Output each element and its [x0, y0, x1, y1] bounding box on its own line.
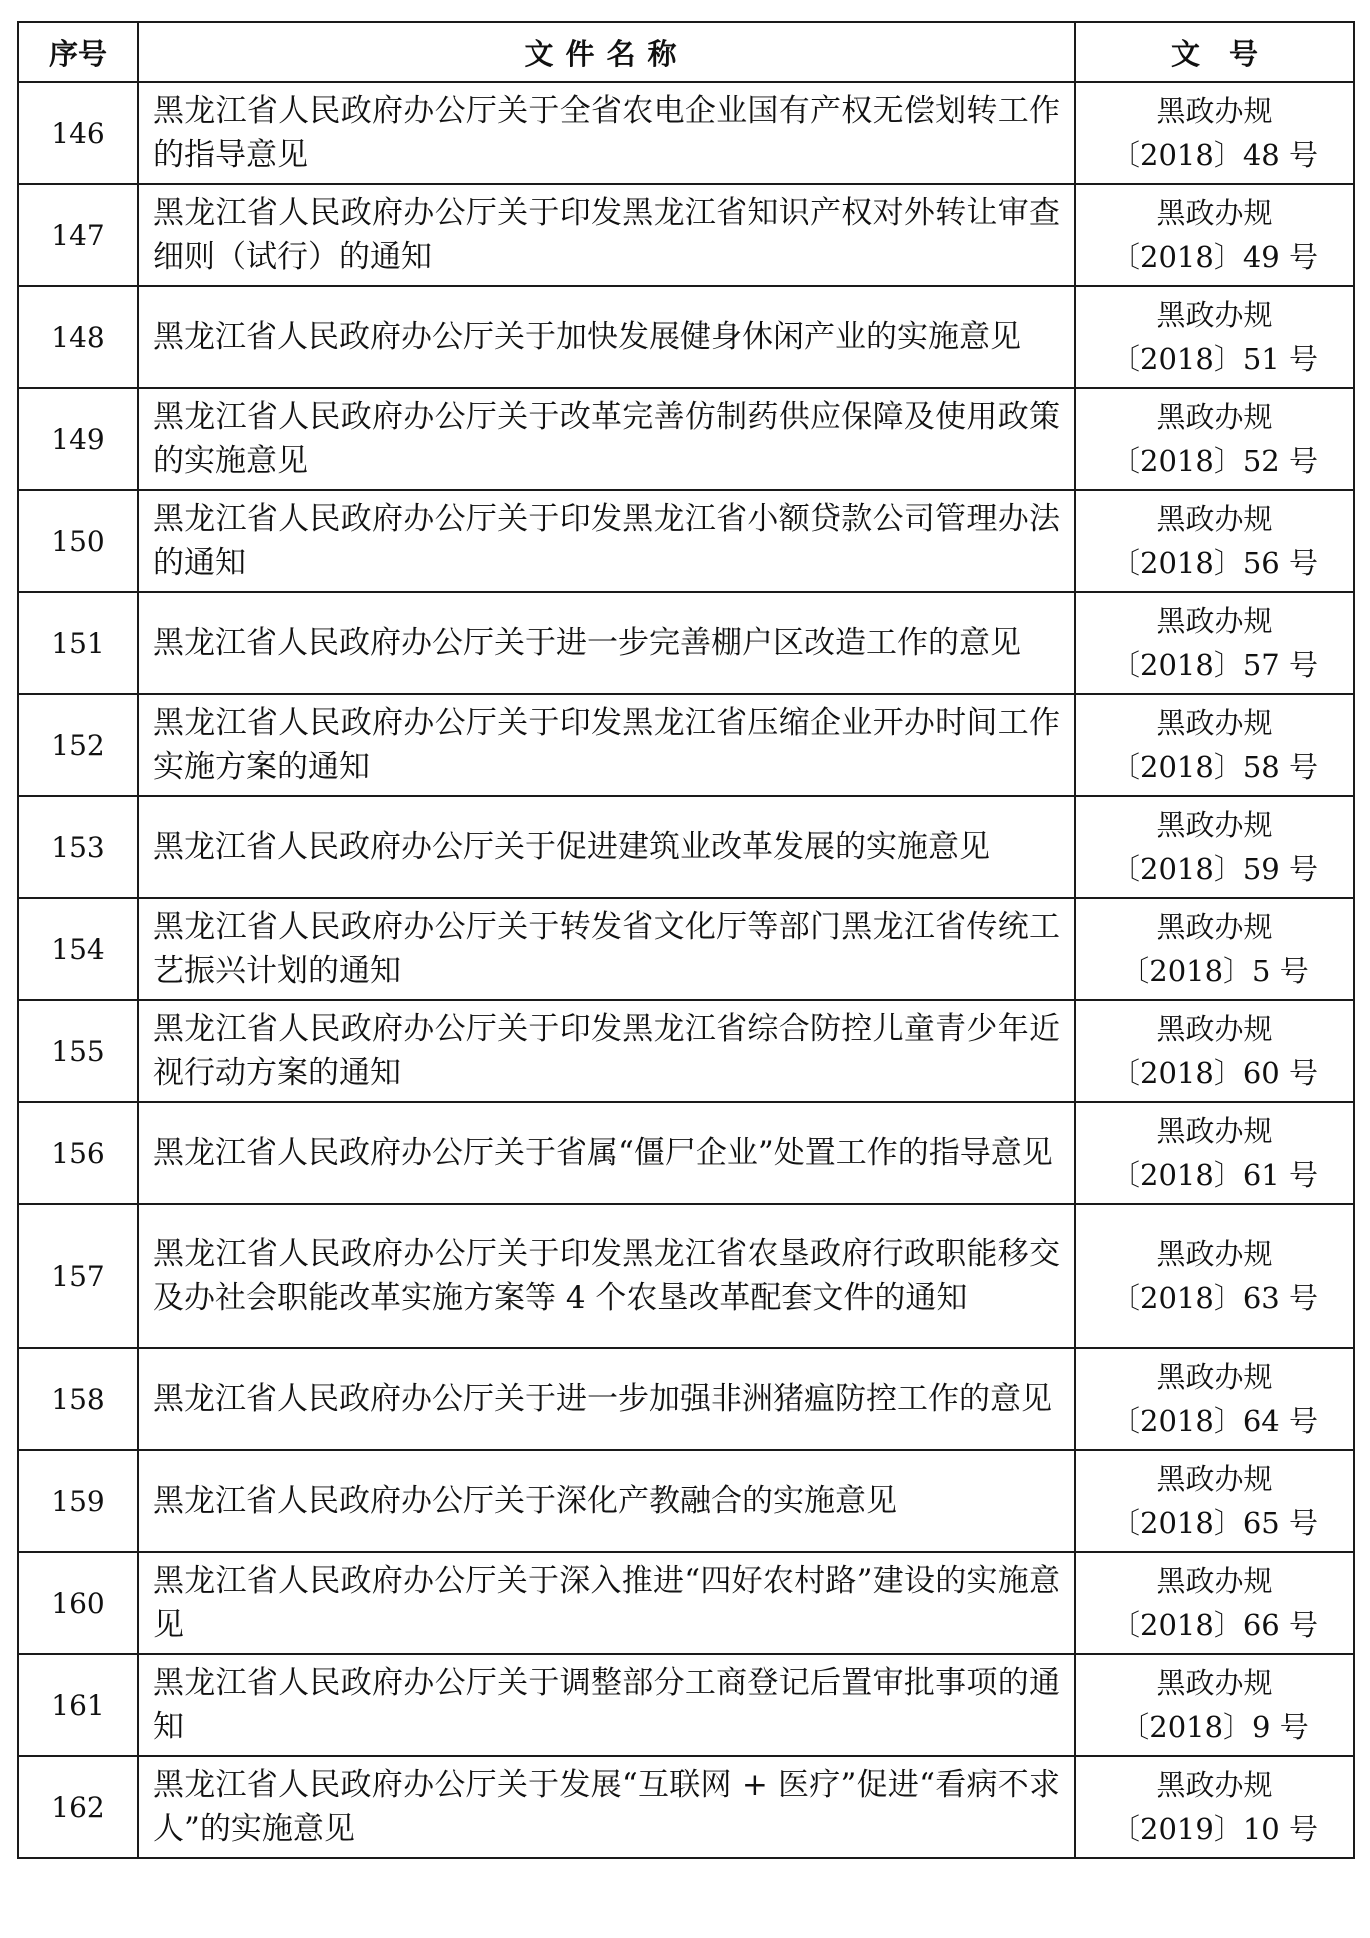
row-file-name: 黑龙江省人民政府办公厅关于印发黑龙江省小额贷款公司管理办法的通知 [138, 490, 1075, 592]
doc-number: 〔2018〕66 号 [1111, 1608, 1318, 1642]
row-serial-number: 146 [18, 82, 138, 184]
row-document-number [1075, 1552, 1354, 1654]
row-file-name: 黑龙江省人民政府办公厅关于印发黑龙江省综合防控儿童青少年近视行动方案的通知 [138, 1000, 1075, 1102]
row-document-number [1075, 592, 1354, 694]
row-file-name: 黑龙江省人民政府办公厅关于深化产教融合的实施意见 [138, 1450, 1075, 1552]
doc-prefix: 黑政办规 [1156, 1012, 1273, 1046]
doc-number: 〔2018〕59 号 [1111, 852, 1318, 886]
doc-number: 〔2018〕60 号 [1111, 1056, 1318, 1090]
header-file-name: 文件名称 [138, 22, 1075, 82]
row-file-name: 黑龙江省人民政府办公厅关于印发黑龙江省知识产权对外转让审查细则（试行）的通知 [138, 184, 1075, 286]
row-document-number [1075, 1756, 1354, 1858]
doc-prefix: 黑政办规 [1156, 910, 1273, 944]
row-document-number [1075, 184, 1354, 286]
document-page [17, 21, 1353, 1859]
table-row [18, 1000, 1354, 1102]
header-serial-number: 序号 [18, 22, 138, 82]
row-document-number [1075, 286, 1354, 388]
row-file-name: 黑龙江省人民政府办公厅关于全省农电企业国有产权无偿划转工作的指导意见 [138, 82, 1075, 184]
doc-prefix: 黑政办规 [1156, 706, 1273, 740]
doc-number: 〔2018〕52 号 [1111, 444, 1318, 478]
row-document-number [1075, 490, 1354, 592]
doc-number: 〔2018〕5 号 [1120, 954, 1309, 988]
row-file-name: 黑龙江省人民政府办公厅关于深入推进“四好农村路”建设的实施意见 [138, 1552, 1075, 1654]
row-serial-number: 156 [18, 1102, 138, 1204]
row-serial-number: 148 [18, 286, 138, 388]
row-document-number [1075, 694, 1354, 796]
table-row [18, 184, 1354, 286]
row-serial-number: 153 [18, 796, 138, 898]
row-document-number [1075, 1450, 1354, 1552]
doc-prefix: 黑政办规 [1156, 1114, 1273, 1148]
table-row [18, 490, 1354, 592]
table-header-row [18, 22, 1354, 82]
row-file-name: 黑龙江省人民政府办公厅关于发展“互联网 + 医疗”促进“看病不求人”的实施意见 [138, 1756, 1075, 1858]
table-row [18, 1102, 1354, 1204]
table-row [18, 388, 1354, 490]
row-serial-number: 159 [18, 1450, 138, 1552]
table-row [18, 82, 1354, 184]
doc-prefix: 黑政办规 [1156, 94, 1273, 128]
row-file-name: 黑龙江省人民政府办公厅关于印发黑龙江省农垦政府行政职能移交及办社会职能改革实施方案等 4 个农垦改革配套文件的通知 [138, 1204, 1075, 1348]
row-document-number [1075, 1102, 1354, 1204]
row-file-name: 黑龙江省人民政府办公厅关于印发黑龙江省压缩企业开办时间工作实施方案的通知 [138, 694, 1075, 796]
row-file-name: 黑龙江省人民政府办公厅关于调整部分工商登记后置审批事项的通知 [138, 1654, 1075, 1756]
doc-number: 〔2018〕57 号 [1111, 648, 1318, 682]
doc-prefix: 黑政办规 [1156, 1237, 1273, 1271]
row-document-number [1075, 1348, 1354, 1450]
row-document-number [1075, 82, 1354, 184]
doc-number: 〔2018〕9 号 [1120, 1710, 1309, 1744]
table-row [18, 1204, 1354, 1348]
table-row [18, 694, 1354, 796]
row-file-name: 黑龙江省人民政府办公厅关于促进建筑业改革发展的实施意见 [138, 796, 1075, 898]
table-row [18, 1654, 1354, 1756]
doc-prefix: 黑政办规 [1156, 604, 1273, 638]
doc-number: 〔2018〕48 号 [1111, 138, 1318, 172]
row-serial-number: 162 [18, 1756, 138, 1858]
table-row [18, 796, 1354, 898]
row-document-number [1075, 796, 1354, 898]
row-document-number [1075, 1654, 1354, 1756]
table-row [18, 286, 1354, 388]
row-serial-number: 161 [18, 1654, 138, 1756]
header-document-number: 文 号 [1075, 22, 1354, 82]
doc-number: 〔2018〕58 号 [1111, 750, 1318, 784]
row-serial-number: 154 [18, 898, 138, 1000]
row-serial-number: 157 [18, 1204, 138, 1348]
document-table [17, 21, 1355, 1859]
doc-prefix: 黑政办规 [1156, 808, 1273, 842]
row-document-number [1075, 1000, 1354, 1102]
row-document-number [1075, 388, 1354, 490]
doc-prefix: 黑政办规 [1156, 502, 1273, 536]
doc-prefix: 黑政办规 [1156, 400, 1273, 434]
doc-prefix: 黑政办规 [1156, 1564, 1273, 1598]
doc-number: 〔2018〕64 号 [1111, 1404, 1318, 1438]
doc-prefix: 黑政办规 [1156, 196, 1273, 230]
doc-prefix: 黑政办规 [1156, 1462, 1273, 1496]
row-document-number [1075, 1204, 1354, 1348]
row-file-name: 黑龙江省人民政府办公厅关于进一步加强非洲猪瘟防控工作的意见 [138, 1348, 1075, 1450]
row-serial-number: 151 [18, 592, 138, 694]
row-serial-number: 158 [18, 1348, 138, 1450]
row-file-name: 黑龙江省人民政府办公厅关于改革完善仿制药供应保障及使用政策的实施意见 [138, 388, 1075, 490]
doc-number: 〔2019〕10 号 [1111, 1812, 1318, 1846]
row-file-name: 黑龙江省人民政府办公厅关于加快发展健身休闲产业的实施意见 [138, 286, 1075, 388]
doc-number: 〔2018〕49 号 [1111, 240, 1318, 274]
row-document-number [1075, 898, 1354, 1000]
doc-number: 〔2018〕63 号 [1111, 1281, 1318, 1315]
row-serial-number: 160 [18, 1552, 138, 1654]
row-serial-number: 155 [18, 1000, 138, 1102]
table-row [18, 592, 1354, 694]
table-row [18, 1552, 1354, 1654]
doc-number: 〔2018〕56 号 [1111, 546, 1318, 580]
doc-prefix: 黑政办规 [1156, 1768, 1273, 1802]
row-serial-number: 150 [18, 490, 138, 592]
row-serial-number: 152 [18, 694, 138, 796]
table-row [18, 1756, 1354, 1858]
row-file-name: 黑龙江省人民政府办公厅关于省属“僵尸企业”处置工作的指导意见 [138, 1102, 1075, 1204]
doc-number: 〔2018〕51 号 [1111, 342, 1318, 376]
table-row [18, 1348, 1354, 1450]
doc-number: 〔2018〕61 号 [1111, 1158, 1318, 1192]
doc-prefix: 黑政办规 [1156, 1360, 1273, 1394]
row-serial-number: 149 [18, 388, 138, 490]
doc-prefix: 黑政办规 [1156, 298, 1273, 332]
doc-number: 〔2018〕65 号 [1111, 1506, 1318, 1540]
row-file-name: 黑龙江省人民政府办公厅关于转发省文化厅等部门黑龙江省传统工艺振兴计划的通知 [138, 898, 1075, 1000]
table-row [18, 1450, 1354, 1552]
table-row [18, 898, 1354, 1000]
doc-prefix: 黑政办规 [1156, 1666, 1273, 1700]
row-file-name: 黑龙江省人民政府办公厅关于进一步完善棚户区改造工作的意见 [138, 592, 1075, 694]
row-serial-number: 147 [18, 184, 138, 286]
